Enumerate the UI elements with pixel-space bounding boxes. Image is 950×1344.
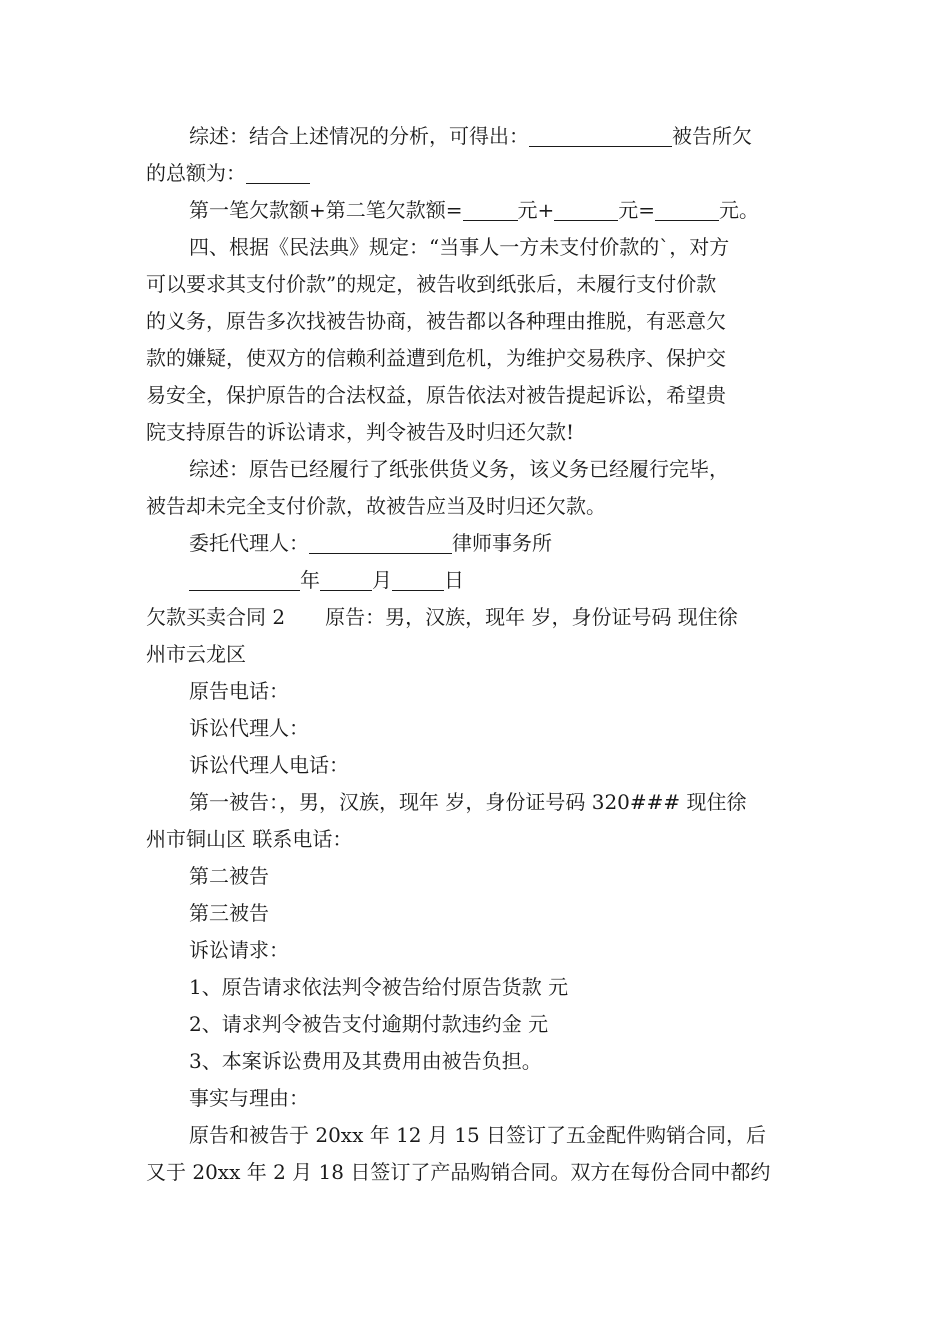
defendant1-line-2: 州市铜山区 联系电话： bbox=[146, 827, 353, 851]
blank-line bbox=[529, 124, 672, 147]
claim-2: 2、请求判令被告支付逾期付款违约金 元 bbox=[189, 1012, 549, 1036]
blank-line bbox=[392, 568, 444, 591]
para4-line-1: 四、根据《民法典》规定：“当事人一方未支付价款的`，对方 bbox=[189, 235, 730, 259]
contract2-line-2: 州市云龙区 bbox=[146, 642, 246, 666]
blank-line bbox=[309, 531, 452, 554]
summary-paragraph-1-cont bbox=[146, 155, 810, 192]
summary-paragraph-1 bbox=[146, 118, 810, 155]
litigation-agent-phone: 诉讼代理人电话： bbox=[189, 753, 349, 777]
para4-line-3: 的义务，原告多次找被告协商，被告都以各种理由推脱，有恶意欠 bbox=[146, 309, 726, 333]
text: 的总额为： bbox=[146, 161, 246, 185]
claim-3: 3、本案诉讼费用及其费用由被告负担。 bbox=[189, 1049, 542, 1073]
blank-line bbox=[320, 568, 372, 591]
contract2-line-1: 欠款买卖合同 2 原告：男，汉族，现年 岁，身份证号码 现住徐 bbox=[146, 605, 738, 629]
blank-line bbox=[554, 198, 618, 221]
text: 被告所欠 bbox=[672, 124, 752, 148]
text: 年 bbox=[300, 568, 320, 592]
plaintiff-phone: 原告电话： bbox=[189, 679, 289, 703]
summary2-line-1: 综述：原告已经履行了纸张供货义务，该义务已经履行完毕， bbox=[189, 457, 729, 481]
text: 元。 bbox=[719, 198, 760, 222]
document-body bbox=[146, 118, 810, 1191]
facts-line-1: 原告和被告于 20xx 年 12 月 15 日签订了五金配件购销合同，后 bbox=[189, 1123, 767, 1147]
para4-line-6: 院支持原告的诉讼请求，判令被告及时归还欠款! bbox=[146, 420, 575, 444]
litigation-agent: 诉讼代理人： bbox=[189, 716, 309, 740]
claims-title: 诉讼请求： bbox=[189, 938, 289, 962]
blank-line bbox=[189, 568, 300, 591]
text: 律师事务所 bbox=[452, 531, 552, 555]
para4-line-4: 款的嫌疑，使双方的信赖利益遭到危机，为维护交易秩序、保护交 bbox=[146, 346, 726, 370]
text: 元= bbox=[618, 198, 656, 222]
blank-line bbox=[655, 198, 719, 221]
defendant3: 第三被告 bbox=[189, 901, 269, 925]
blank-line bbox=[246, 161, 310, 184]
date-line bbox=[146, 562, 810, 599]
defendant1-line-1: 第一被告：，男，汉族，现年 岁，身份证号码 320### 现住徐 bbox=[189, 790, 747, 814]
text: 委托代理人： bbox=[189, 531, 309, 555]
defendant2: 第二被告 bbox=[189, 864, 269, 888]
agent-line bbox=[146, 525, 810, 562]
claim-1: 1、原告请求依法判令被告给付原告货款 元 bbox=[189, 975, 569, 999]
facts-line-2: 又于 20xx 年 2 月 18 日签订了产品购销合同。双方在每份合同中都约 bbox=[146, 1160, 771, 1184]
text: 元+ bbox=[517, 198, 555, 222]
text: 综述：结合上述情况的分析，可得出： bbox=[189, 124, 529, 148]
text: 日 bbox=[444, 568, 464, 592]
blank-line bbox=[463, 198, 518, 221]
para4-line-2: 可以要求其支付价款”的规定，被告收到纸张后，未履行支付价款 bbox=[146, 272, 717, 296]
sum-line bbox=[146, 192, 810, 229]
para4-line-5: 易安全，保护原告的合法权益，原告依法对被告提起诉讼，希望贵 bbox=[146, 383, 726, 407]
summary2-line-2: 被告却未完全支付价款，故被告应当及时归还欠款。 bbox=[146, 494, 606, 518]
facts-title: 事实与理由： bbox=[189, 1086, 309, 1110]
text: 第一笔欠款额+第二笔欠款额= bbox=[189, 198, 463, 222]
text: 月 bbox=[372, 568, 392, 592]
